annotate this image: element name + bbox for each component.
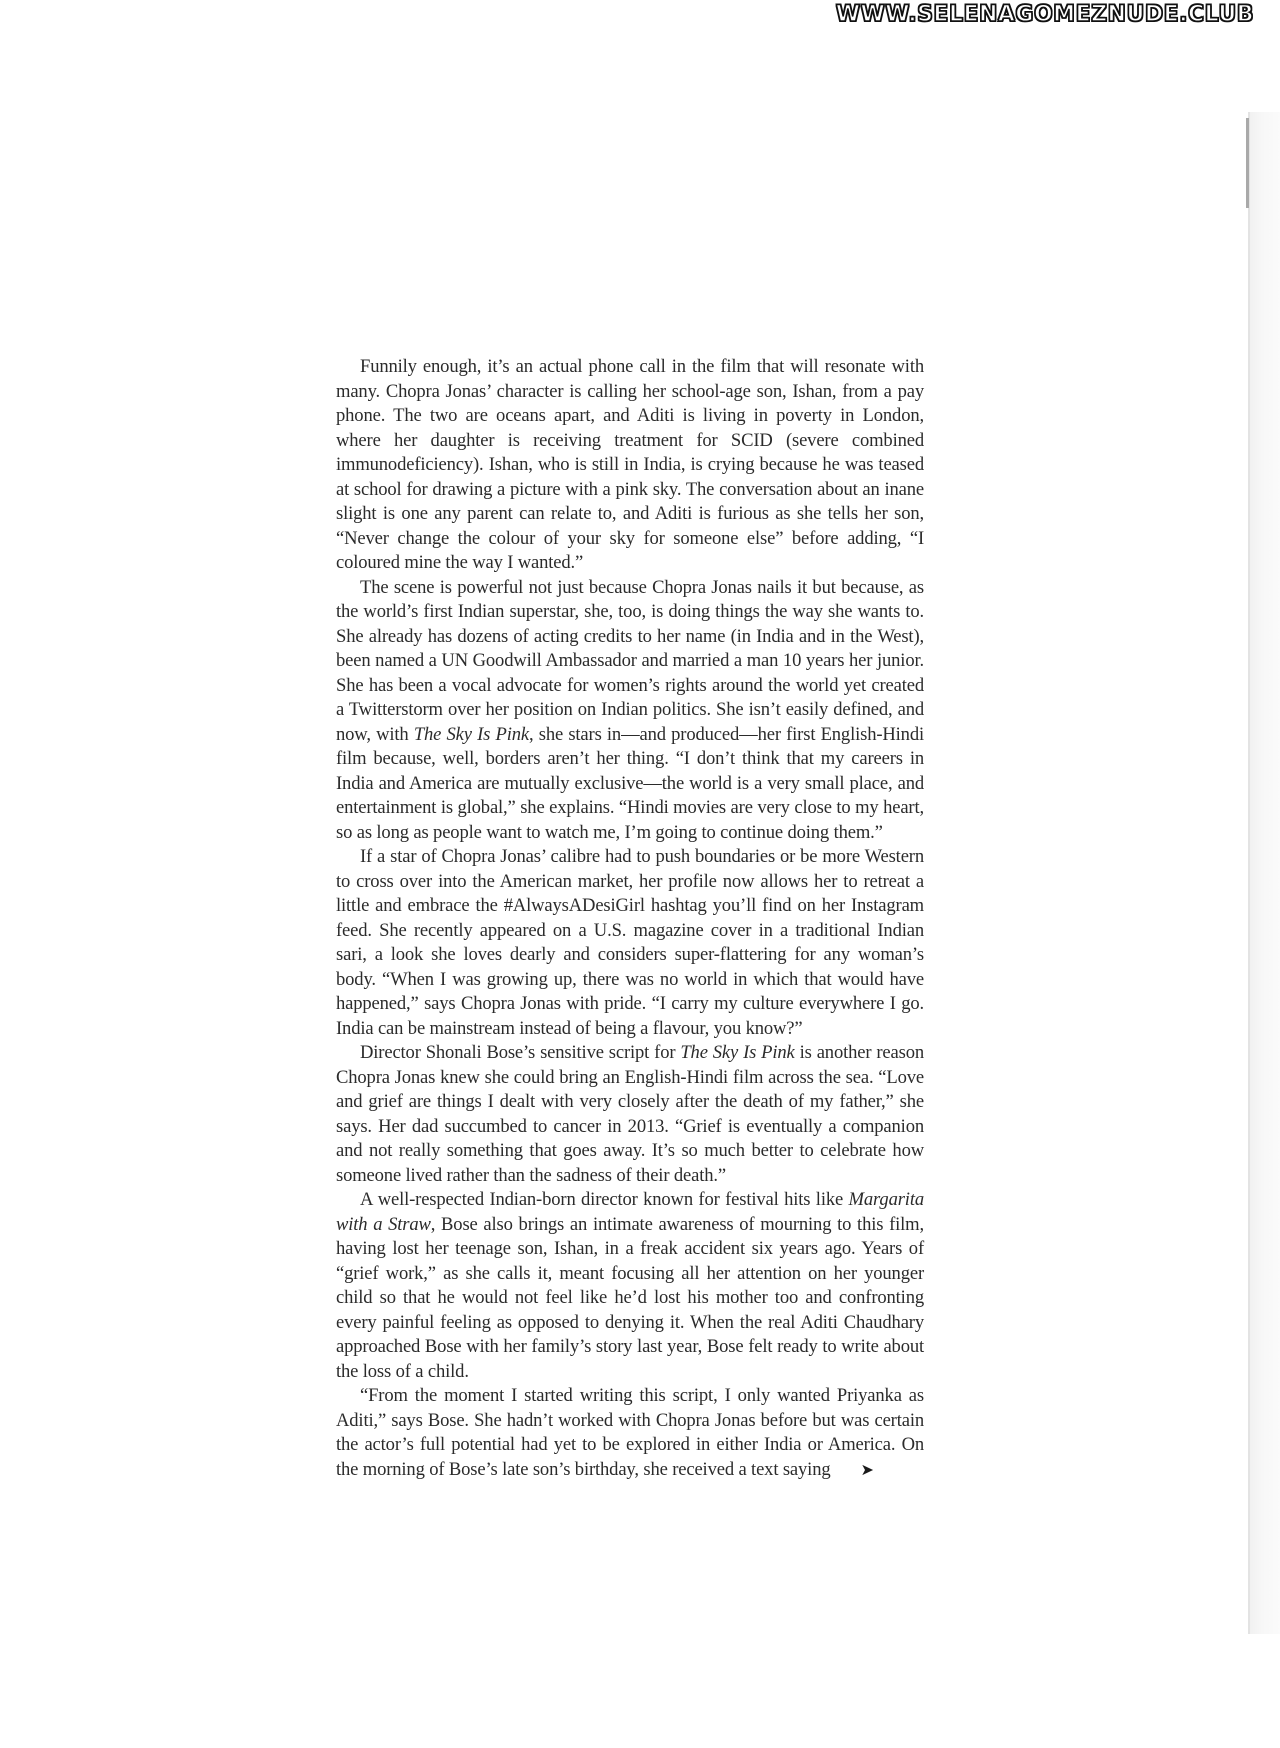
film-title: Margarita with a Straw <box>336 1189 924 1235</box>
film-title: The Sky Is Pink <box>413 723 529 745</box>
watermark-text: WWW.SELENAGOMEZNUDE.CLUB <box>835 2 1254 27</box>
page-gutter-line <box>1248 112 1250 1634</box>
paragraph-text: The scene is powerful not just because Chopra Jonas nails it but because, as the world’s first Indian superstar, she, too, is doing things the way she wants to. She already has dozens of acting credits to her name (in India and in the West), been named a UN Goodwill Ambassador and married a man 10 years her junior. She has been a vocal advocate for women’s rights around the world yet created a Twitterstorm over her position on Indian politics. She isn’t easily defined, and now, with <box>336 576 924 745</box>
paragraph-text: Funnily enough, it’s an actual phone call in the film that will resonate with many. Chopra Jonas’ character is calling her school-age son, Ishan, from a pay phone. The two are oceans apart, and Aditi is living in poverty in London, where her daughter is receiving treatment for SCID (severe combined immunodeficiency). Ishan, who is still in India, is crying because he was teased at school for drawing a picture with a pink sky. The conversation about an inane slight is one any parent can relate to, and Aditi is furious as she tells her son, “Never change the colour of your sky for someone else” before adding, “I coloured mine the way I wanted.” <box>336 356 924 573</box>
article-paragraph <box>336 1188 924 1384</box>
adjacent-page-edge <box>1250 112 1280 1634</box>
article-body <box>336 355 924 1482</box>
article-paragraph <box>336 355 924 576</box>
article-paragraph <box>336 1384 924 1482</box>
article-paragraph <box>336 1041 924 1188</box>
paragraph-text: , Bose also brings an intimate awareness of mourning to this film, having lost her teenage son, Ishan, in a freak accident six years ago. Years of “grief work,” as she calls it, meant focusing all her attention on her younger child so that he would not feel like he’d lost his mother too and confronting every painful feeling as opposed to denying it. When the real Aditi Chaudhary approached Bose with her family’s story last year, Bose felt ready to write about the loss of a child. <box>336 1213 924 1382</box>
page-edge-mark <box>1246 118 1249 208</box>
paragraph-text: , she stars in—and produced—her first English-Hindi film because, well, borders aren’t her thing. “I don’t think that my careers in India and America are mutually exclusive—the world is a very small place, and entertainment is global,” she explains. “Hindi movies are very close to my heart, so as long as people want to watch me, I’m going to continue doing them.” <box>336 723 924 843</box>
paragraph-text: is another reason Chopra Jonas knew she could bring an English-Hindi film across the sea. “Love and grief are things I dealt with very closely after the death of my father,” she says. Her dad succumbed to cancer in 2013. “Grief is eventually a companion and not really something that goes away. It’s so much better to celebrate how someone lived rather than the sadness of their death.” <box>336 1042 924 1186</box>
film-title: The Sky Is Pink <box>680 1042 795 1063</box>
paragraph-text: If a star of Chopra Jonas’ calibre had to push boundaries or be more Western to cross over into the American market, her profile now allows her to retreat a little and embrace the #AlwaysADesiGirl hashtag you’ll find on her Instagram feed. She recently appeared on a U.S. magazine cover in a traditional Indian sari, a look she loves dearly and considers super-flattering for any woman’s body. “When I was growing up, there was no world in which that would have happened,” says Chopra Jonas with pride. “I carry my culture everywhere I go. India can be mainstream instead of being a flavour, you know?” <box>336 846 924 1039</box>
paragraph-text: “From the moment I started writing this script, I only wanted Priyanka as Aditi,” says Bose. She hadn’t worked with Chopra Jonas before but was certain the actor’s full potential had yet to be explored in either India or America. On the morning of Bose’s late son’s birthday, she received a text saying <box>336 1385 924 1480</box>
paragraph-text: Director Shonali Bose’s sensitive script for <box>360 1042 681 1063</box>
article-paragraph <box>336 576 924 846</box>
continue-arrow-icon: ➤ <box>860 1459 874 1479</box>
paragraph-text: A well-respected Indian-born director known for festival hits like <box>360 1189 849 1210</box>
article-paragraph <box>336 845 924 1041</box>
